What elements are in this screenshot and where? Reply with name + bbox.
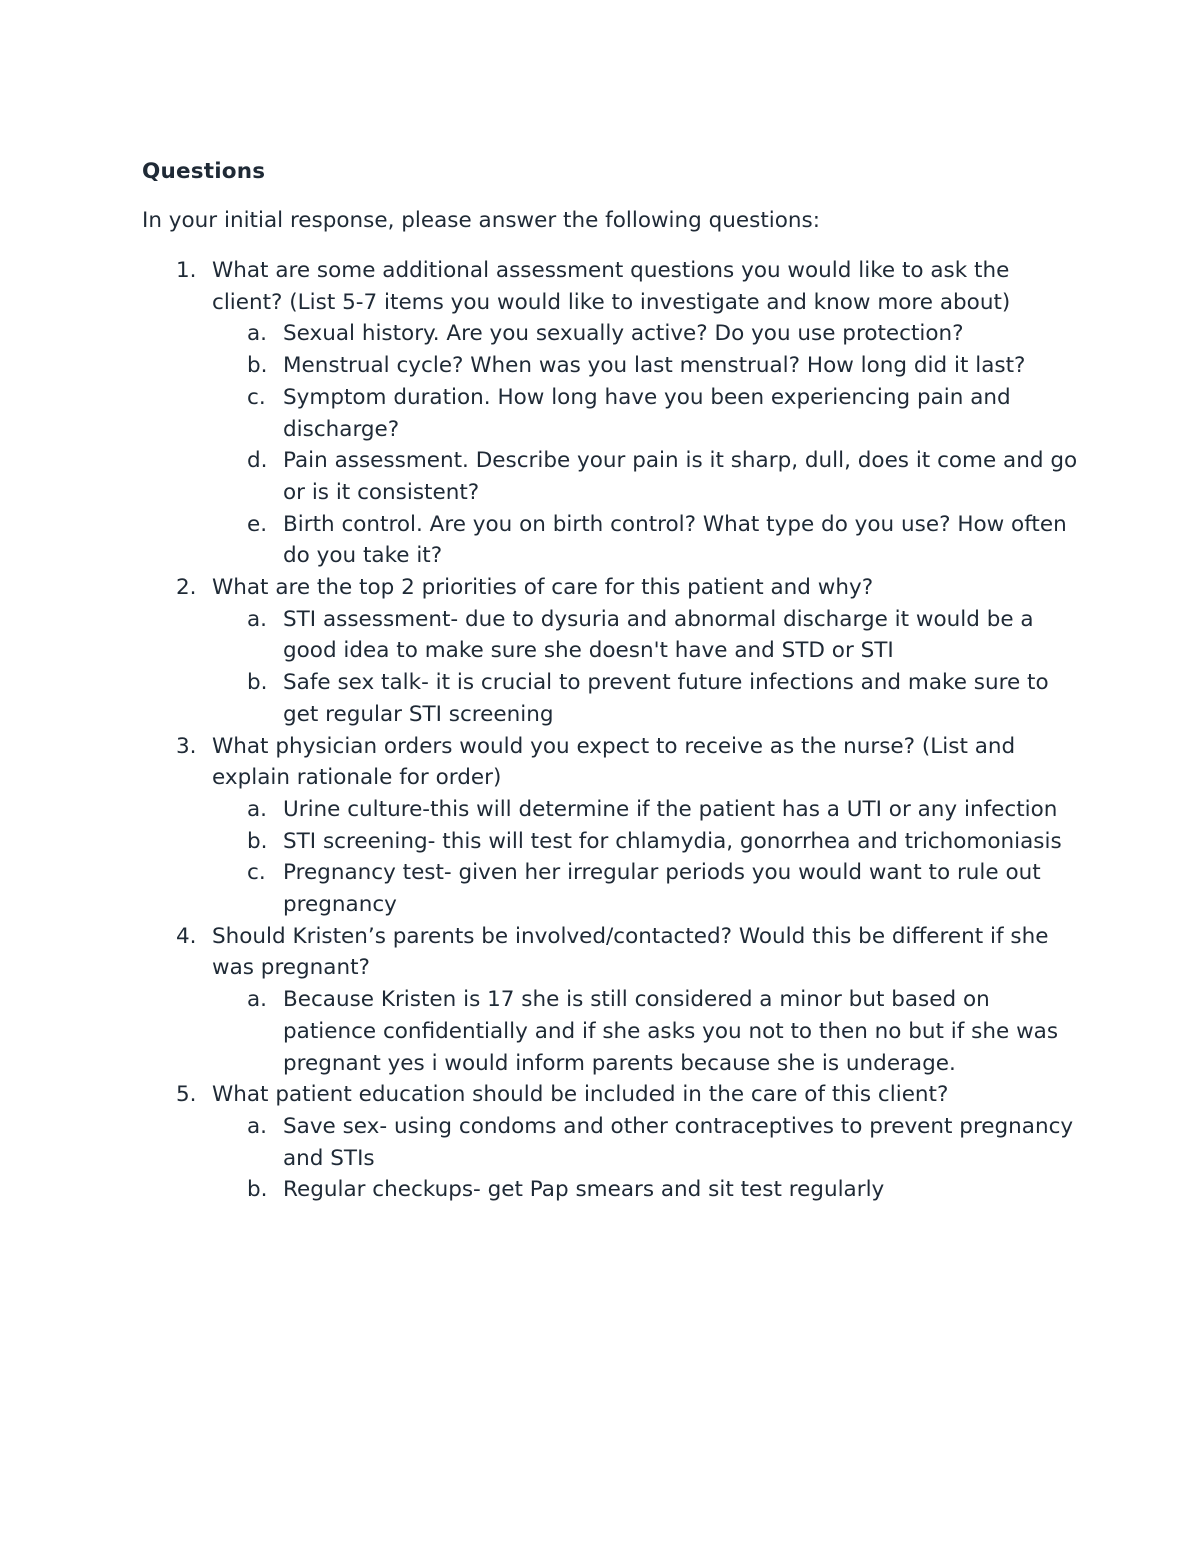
question-number: 4. [176, 923, 197, 949]
intro-text: In your initial response, please answer the following questions: [142, 208, 820, 233]
answer-item [212, 667, 1082, 730]
answer-item [212, 509, 1082, 572]
answer-text: STI assessment- due to dysuria and abnormal discharge it would be a good idea to make sure she doesn't have and STD or STI [283, 606, 1034, 664]
answer-letter: a. [247, 987, 268, 1013]
answer-list [212, 604, 1082, 731]
answer-list [212, 318, 1082, 572]
answer-letter: c. [247, 384, 266, 410]
answer-text: STI screening- this will test for chlamydia, gonorrhea and trichomoniasis [283, 828, 1062, 854]
answer-item [212, 984, 1082, 1079]
answer-text: Save sex- using condoms and other contraceptives to prevent pregnancy and STIs [283, 1113, 1074, 1171]
answer-item [212, 826, 1082, 858]
answer-letter: a. [247, 1113, 268, 1139]
question-text: What are some additional assessment questions you would like to ask the client? (List 5-7 items you would like to investigate and know more about) [212, 258, 1011, 315]
question-number: 5. [176, 1082, 197, 1108]
answer-letter: e. [247, 511, 268, 537]
question-text: What patient education should be included in the care of this client? [212, 1082, 949, 1108]
answer-list [212, 794, 1082, 921]
question-item [142, 255, 1082, 572]
answer-letter: d. [247, 448, 268, 474]
question-number: 3. [176, 733, 197, 759]
answer-letter: c. [247, 860, 266, 886]
answer-item [212, 794, 1082, 826]
answer-text: Menstrual cycle? When was you last menstrual? How long did it last? [283, 353, 1026, 379]
answer-text: Pain assessment. Describe your pain is it sharp, dull, does it come and go or is it consistent? [283, 448, 1078, 505]
answer-text: Safe sex talk- it is crucial to prevent future infections and make sure to get regular STI screening [283, 670, 1049, 727]
answer-letter: a. [247, 606, 268, 632]
question-number: 2. [176, 575, 197, 601]
answer-letter: a. [247, 321, 268, 347]
question-item [142, 921, 1082, 1080]
answer-item [212, 382, 1082, 445]
question-item [142, 1079, 1082, 1206]
answer-item [212, 1111, 1082, 1174]
answer-item [212, 350, 1082, 382]
answer-item [212, 1174, 1082, 1206]
answer-letter: a. [247, 796, 268, 822]
question-text: What physician orders would you expect to receive as the nurse? (List and explain rationale for order) [212, 733, 1016, 791]
answer-text: Urine culture-this will determine if the patient has a UTI or any infection [283, 796, 1058, 822]
question-number: 1. [176, 258, 197, 283]
answer-list [212, 984, 1082, 1079]
question-item [142, 731, 1082, 921]
answer-text: Because Kristen is 17 she is still considered a minor but based on patience confidentially and if she asks you not to then no but if she was pregnant yes i would inform parents because she is underage. [283, 987, 1059, 1076]
answer-item [212, 318, 1082, 350]
question-item [142, 572, 1082, 731]
answer-letter: b. [247, 1177, 268, 1203]
document-heading: Questions [142, 159, 266, 184]
answer-text: Symptom duration. How long have you been experiencing pain and discharge? [283, 384, 1011, 442]
answer-text: Sexual history. Are you sexually active? Do you use protection? [283, 321, 964, 347]
answer-item [212, 857, 1082, 920]
answer-letter: b. [247, 353, 268, 379]
answer-item [212, 445, 1082, 508]
answer-item [212, 604, 1082, 667]
question-text: Should Kristen’s parents be involved/contacted? Would this be different if she was pregnant? [212, 923, 1049, 981]
question-list [142, 255, 1082, 1206]
answer-letter: b. [247, 670, 268, 696]
question-text: What are the top 2 priorities of care for this patient and why? [212, 575, 874, 601]
answer-list [212, 1111, 1082, 1206]
answer-text: Birth control. Are you on birth control? What type do you use? How often do you take it? [283, 511, 1067, 569]
answer-letter: b. [247, 828, 268, 854]
answer-text: Pregnancy test- given her irregular periods you would want to rule out pregnancy [283, 860, 1041, 918]
document-page [142, 156, 1082, 1206]
answer-text: Regular checkups- get Pap smears and sit test regularly [283, 1177, 885, 1203]
